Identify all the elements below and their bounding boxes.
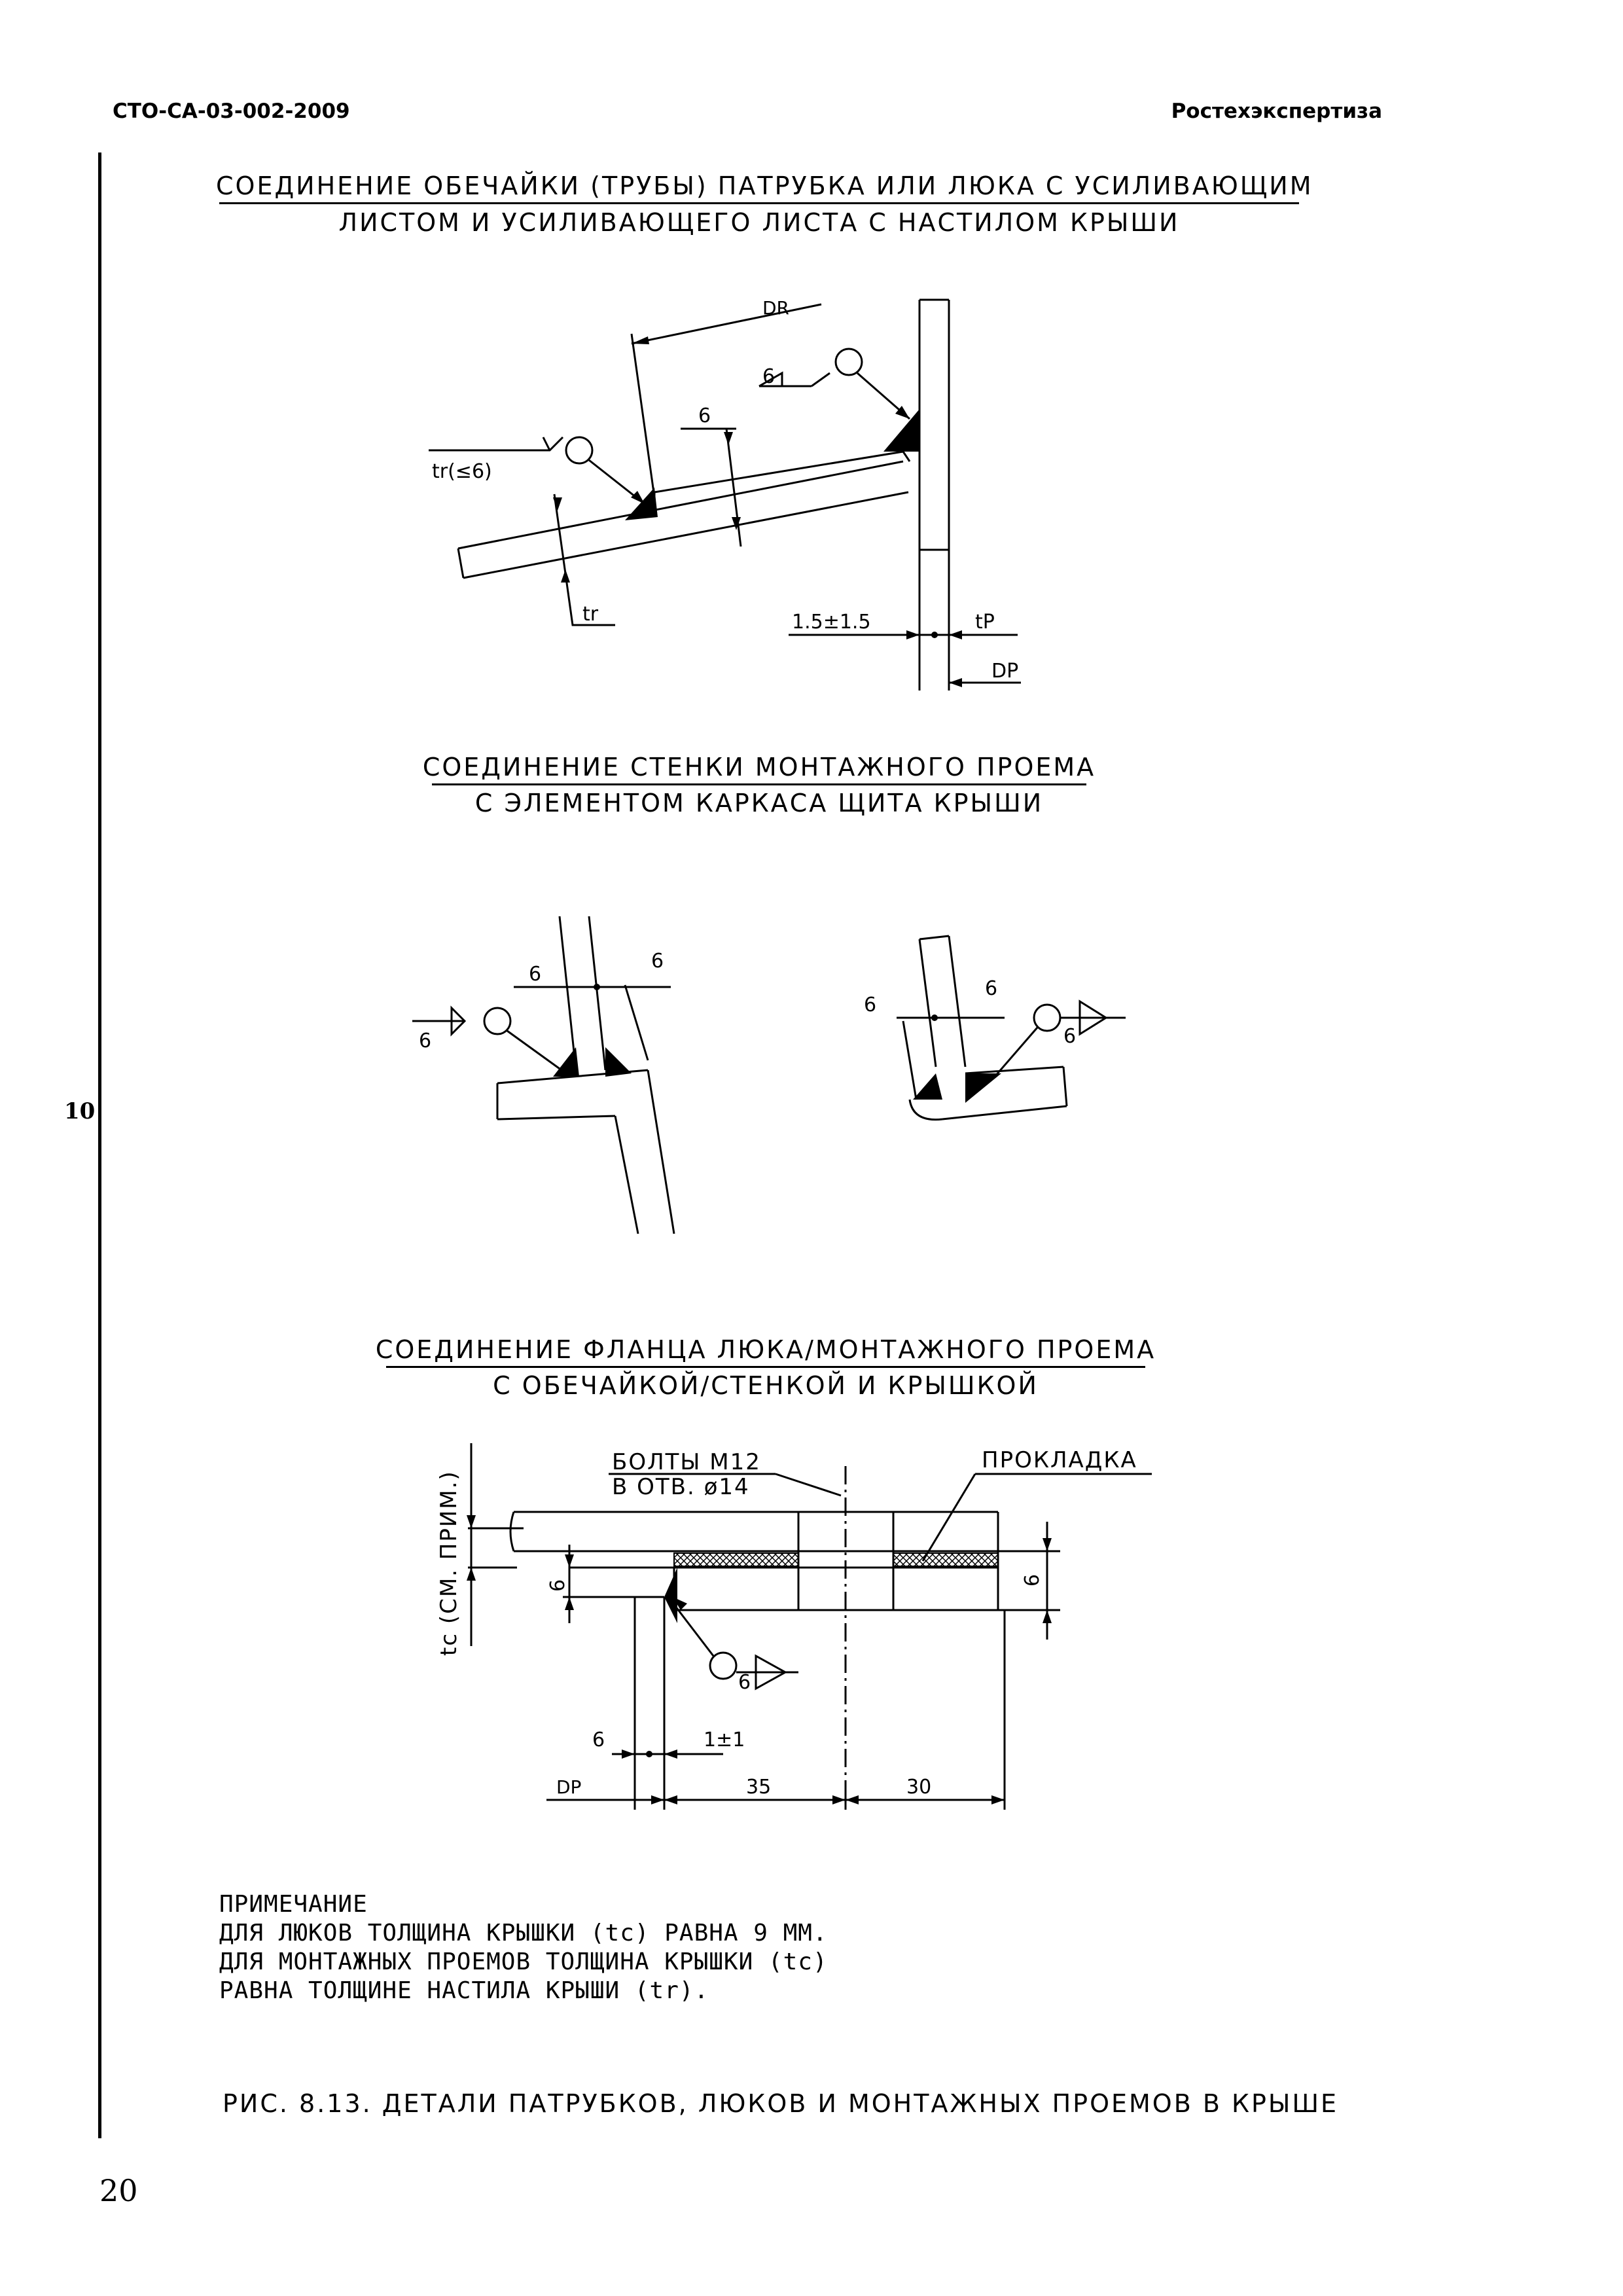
- label-gap: 1.5±1.5: [792, 611, 871, 634]
- label-dp: DP: [556, 1776, 582, 1798]
- section2-title-line1: СОЕДИНЕНИЕ СТЕНКИ МОНТАЖНОГО ПРОЕМА: [422, 753, 1096, 781]
- note-line-2: ДЛЯ МОНТАЖНЫХ ПРОЕМОВ ТОЛЩИНА КРЫШКИ (tc): [219, 1948, 828, 1975]
- label-weld-left: tr(≤6): [432, 460, 492, 483]
- label-bolts-line1: БОЛТЫ М12: [612, 1449, 761, 1475]
- section1-title-line2: ЛИСТОМ И УСИЛИВАЮЩЕГО ЛИСТА С НАСТИЛОМ КРЫШИ: [338, 208, 1180, 237]
- page-number: 20: [99, 2173, 138, 2208]
- organization-name: Ростехэкспертиза: [1171, 99, 1382, 123]
- note-line-1: ДЛЯ ЛЮКОВ ТОЛЩИНА КРЫШКИ (tc) РАВНА 9 ММ.: [219, 1920, 828, 1946]
- label-bolts-line2: В ОТВ. ø14: [612, 1474, 750, 1500]
- left-dim-b: 6: [651, 950, 664, 973]
- section3-title-line2: С ОБЕЧАЙКОЙ/СТЕНКОЙ И КРЫШКОЙ: [493, 1371, 1039, 1400]
- document-code: СТО-СА-03-002-2009: [113, 99, 350, 123]
- label-dim-35: 35: [746, 1776, 772, 1799]
- note-heading: ПРИМЕЧАНИЕ: [219, 1891, 368, 1918]
- sheet-marker: 10: [64, 1098, 96, 1124]
- right-dim-b: 6: [985, 977, 998, 1000]
- section1-title-line1: СОЕДИНЕНИЕ ОБЕЧАЙКИ (ТРУБЫ) ПАТРУБКА ИЛИ ЛЮКА С УСИЛИВАЮЩИМ: [216, 171, 1313, 200]
- left-dim-a: 6: [529, 963, 542, 986]
- section2-title-line2: С ЭЛЕМЕНТОМ КАРКАСА ЩИТА КРЫШИ: [474, 789, 1044, 817]
- left-weld-size: 6: [419, 1030, 432, 1052]
- label-weld-size: 6: [738, 1671, 751, 1694]
- right-weld-size: 6: [1063, 1025, 1077, 1048]
- label-dim-6: 6: [592, 1729, 605, 1751]
- label-tc: tc (СМ. ПРИМ.): [436, 1470, 462, 1656]
- label-tr: tr: [582, 603, 599, 626]
- note-line-3: РАВНА ТОЛЩИНЕ НАСТИЛА КРЫШИ (tr).: [219, 1977, 709, 2004]
- label-six-vertical: 6: [546, 1579, 569, 1592]
- label-dim-gap: 1±1: [704, 1729, 745, 1751]
- label-weld-top: 6: [762, 365, 776, 388]
- section3-title-line1: СОЕДИНЕНИЕ ФЛАНЦА ЛЮКА/МОНТАЖНОГО ПРОЕМА: [375, 1335, 1156, 1364]
- label-weld-mid: 6: [698, 404, 711, 427]
- label-nine-vertical: 9: [1019, 1574, 1042, 1587]
- note-block: [219, 1890, 828, 2005]
- right-dim-a: 6: [864, 994, 877, 1016]
- figure-caption: РИС. 8.13. ДЕТАЛИ ПАТРУБКОВ, ЛЮКОВ И МОНТАЖНЫХ ПРОЕМОВ В КРЫШЕ: [223, 2089, 1339, 2118]
- label-dp: DP: [991, 660, 1019, 683]
- label-gasket: ПРОКЛАДКА: [982, 1447, 1137, 1473]
- label-tp: tP: [975, 611, 995, 634]
- label-dim-30: 30: [906, 1776, 932, 1799]
- label-dr: DR: [762, 297, 790, 319]
